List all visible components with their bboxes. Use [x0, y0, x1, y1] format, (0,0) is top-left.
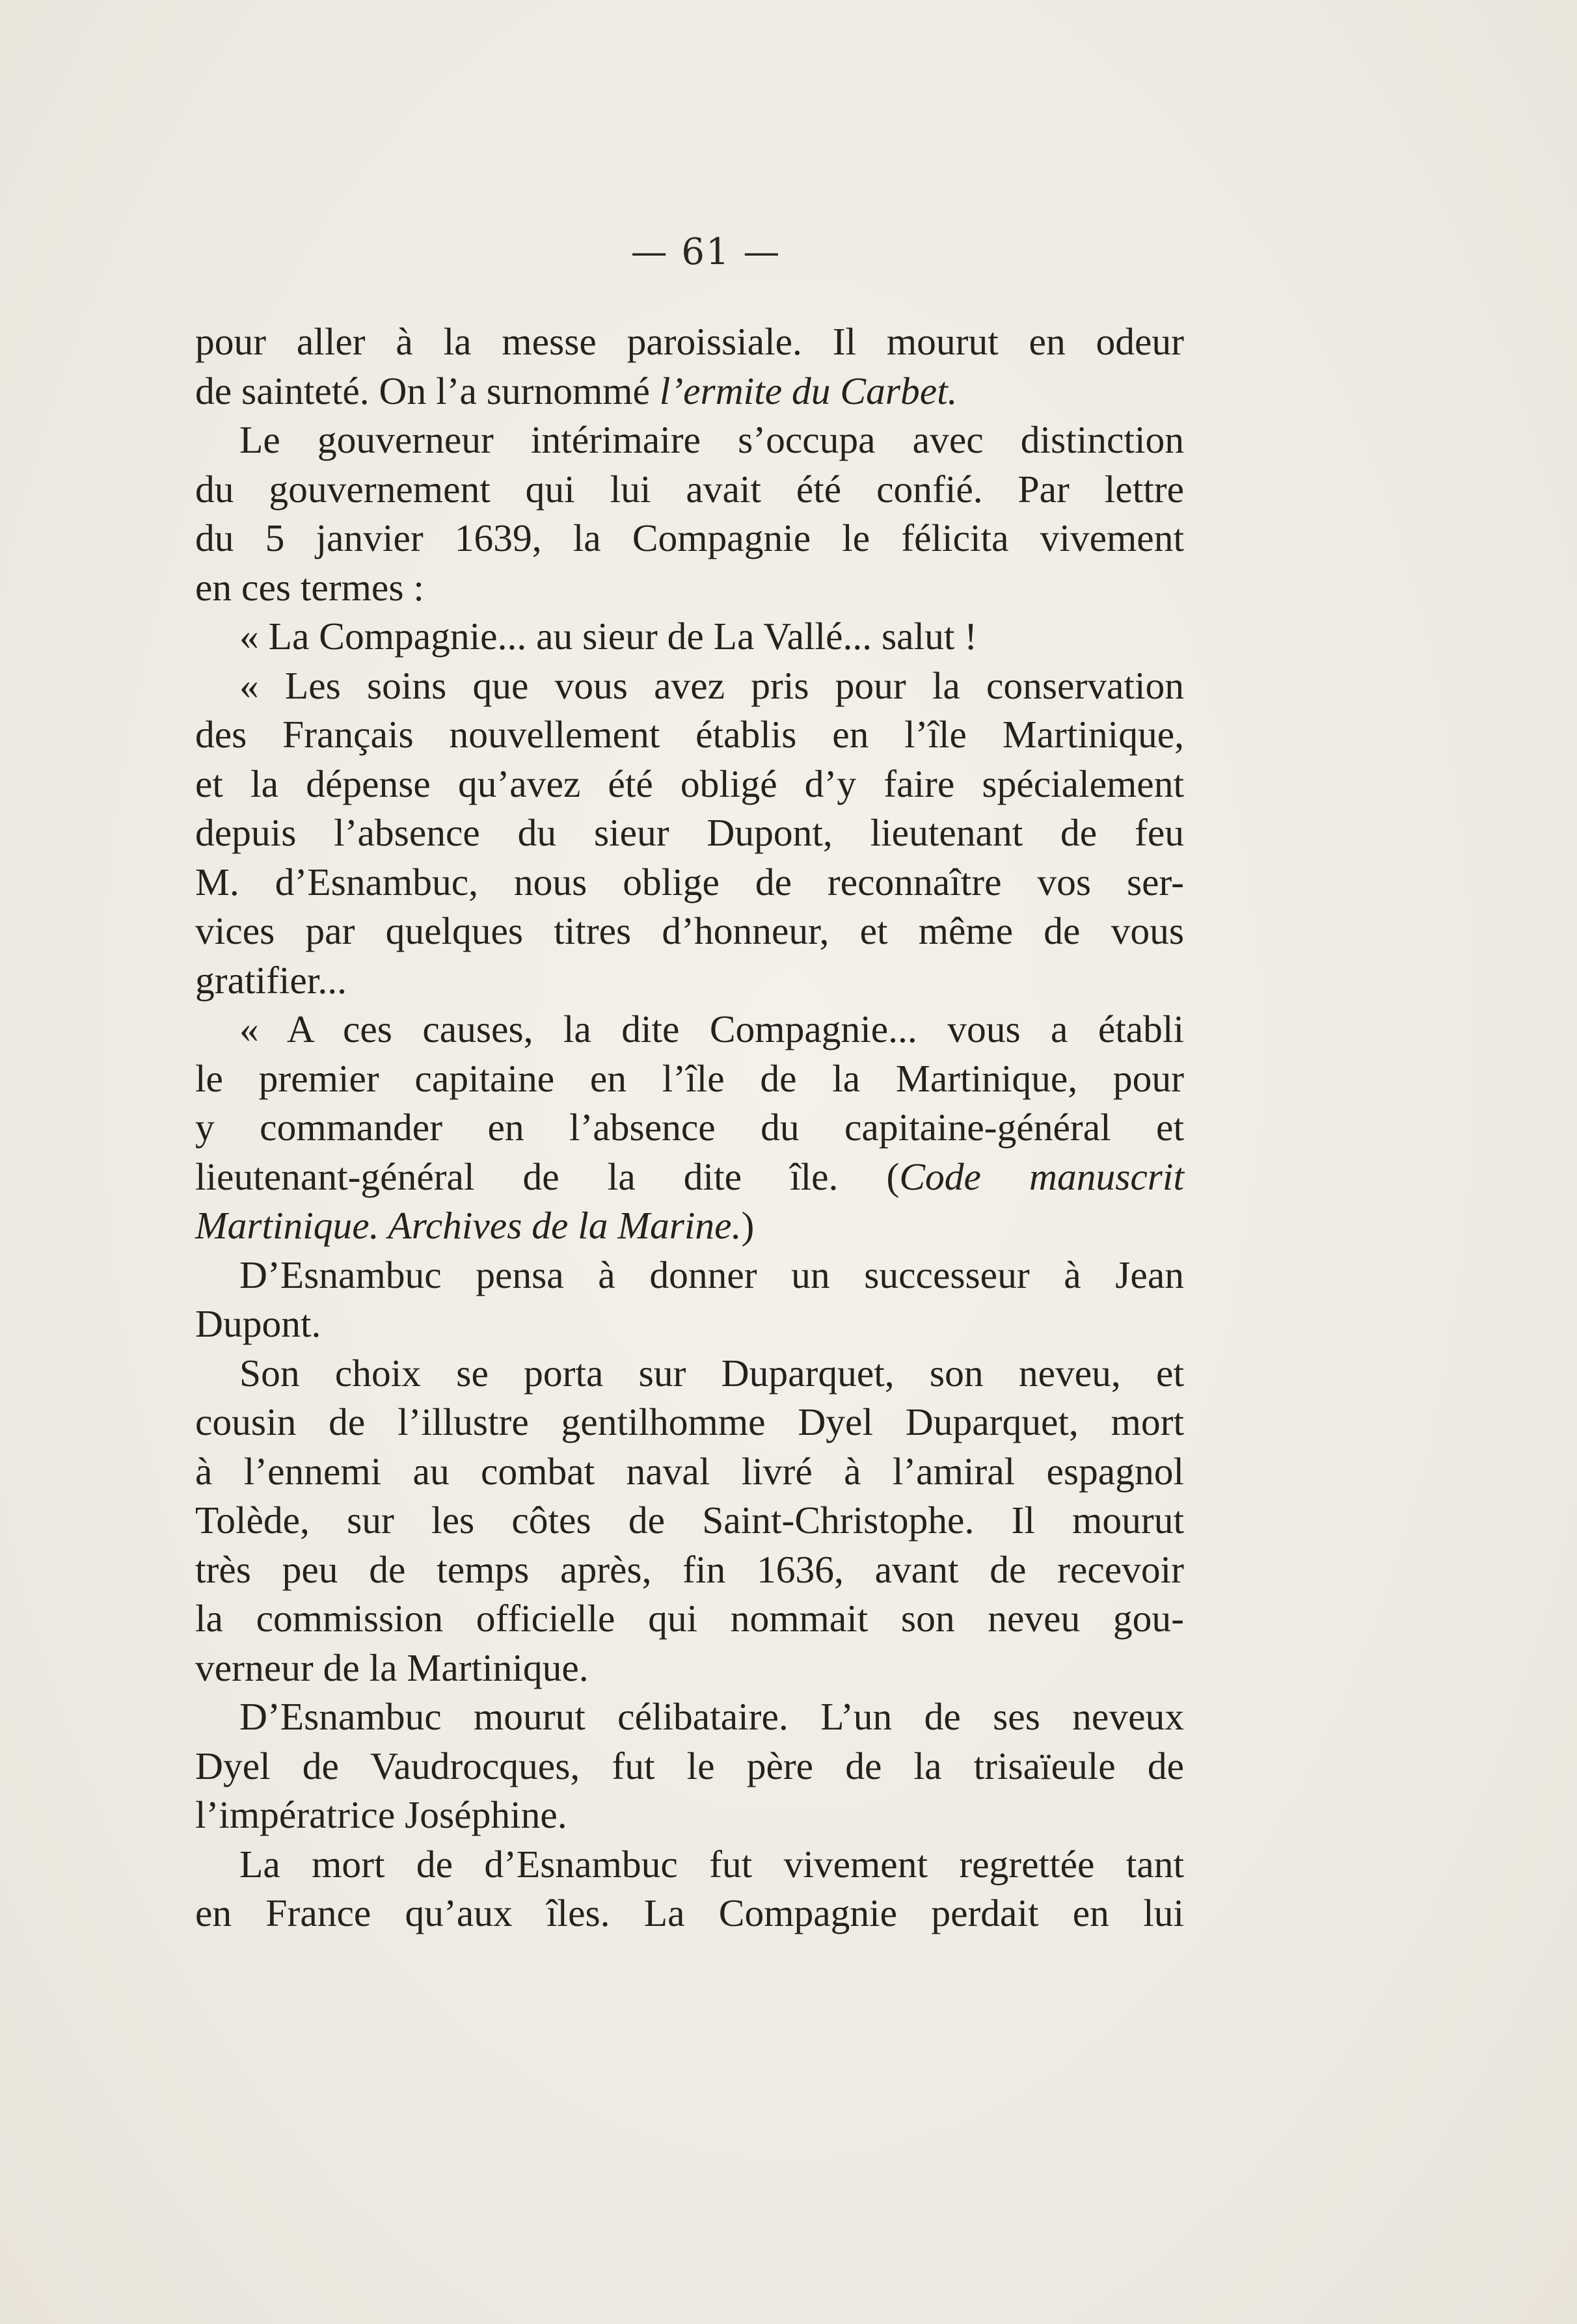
text-line [195, 858, 1184, 907]
text-line-content: M. d’Esnambuc, nous oblige de reconnaître vos ser- [195, 860, 1184, 903]
text-line-content: et la dépense qu’avez été obligé d’y faire spécialement [195, 762, 1184, 805]
text-line [195, 317, 1184, 367]
text-line-content: à l’ennemi au combat naval livré à l’amiral espagnol [195, 1449, 1184, 1493]
text-line-content: cousin de l’illustre gentilhomme Dyel Duparquet, mort [195, 1400, 1184, 1443]
text-line [195, 760, 1184, 809]
text-line-content: La mort de d’Esnambuc fut vivement regrettée tant [239, 1842, 1184, 1886]
text-line [195, 1692, 1184, 1742]
text-line [195, 1791, 1184, 1840]
text-line-suffix: ) [741, 1204, 755, 1247]
text-line [195, 514, 1184, 563]
text-line-content: D’Esnambuc mourut célibataire. L’un de ses neveux [239, 1695, 1184, 1738]
text-line [195, 1201, 1184, 1251]
text-line-content: y commander en l’absence du capitaine-général et [195, 1106, 1184, 1149]
text-line-content: D’Esnambuc pensa à donner un successeur à Jean [239, 1253, 1184, 1296]
text-line [195, 416, 1184, 465]
text-line-content: depuis l’absence du sieur Dupont, lieutenant de feu [195, 811, 1184, 854]
text-line-content: pour aller à la messe paroissiale. Il mourut en odeur [195, 320, 1184, 363]
text-line-content: « A ces causes, la dite Compagnie... vous a établi [239, 1008, 1184, 1050]
text-line [195, 612, 1184, 661]
page-number: — 61 — [630, 231, 781, 273]
text-line-content: des Français nouvellement établis en l’île Martinique, [195, 713, 1184, 756]
text-line-content: en ces termes : [195, 565, 424, 609]
text-line-content: de sainteté. On l’a surnommé [195, 369, 660, 412]
text-line-content: gratifier... [195, 958, 347, 1002]
text-line [195, 1840, 1184, 1890]
text-line [195, 1398, 1184, 1447]
text-line-content: la commission officielle qui nommait son neveu gou- [195, 1597, 1184, 1640]
italic-text: Martinique. Archives de la Marine. [195, 1204, 742, 1247]
text-line-content: verneur de la Martinique. [195, 1646, 589, 1689]
text-line [195, 1447, 1184, 1497]
text-line [195, 1153, 1184, 1202]
text-line-content: très peu de temps après, fin 1636, avant de recevoir [195, 1547, 1184, 1591]
text-line-content: Son choix se porta sur Duparquet, son neveu, et [239, 1351, 1184, 1395]
text-line [195, 1594, 1184, 1644]
text-line [195, 1545, 1184, 1595]
text-line [195, 367, 1184, 416]
text-line [195, 465, 1184, 514]
text-line-content: « Les soins que vous avez pris pour la conservation [239, 663, 1184, 707]
text-line [195, 1005, 1184, 1054]
text-line-content: en France qu’aux îles. La Compagnie perdait en lui [195, 1891, 1184, 1934]
body-text [195, 317, 1184, 1938]
text-line-content: le premier capitaine en l’île de la Martinique, pour [195, 1056, 1184, 1100]
text-line-content: Dupont. [195, 1302, 321, 1345]
text-line [195, 1644, 1184, 1693]
text-line-content: du gouvernement qui lui avait été confié. Par lettre [195, 467, 1184, 511]
text-line [195, 661, 1184, 711]
italic-text: Code manuscrit [899, 1155, 1184, 1198]
text-line-content: l’impératrice Joséphine. [195, 1793, 567, 1836]
text-line [195, 1103, 1184, 1153]
text-line [195, 1889, 1184, 1938]
text-line [195, 563, 1184, 613]
text-line [195, 710, 1184, 760]
text-line-content: Dyel de Vaudrocques, fut le père de la trisaïeule de [195, 1744, 1184, 1787]
text-line [195, 1742, 1184, 1791]
text-line [195, 808, 1184, 858]
text-line-content: vices par quelques titres d’honneur, et même de vous [195, 909, 1184, 952]
italic-text: l’ermite du Carbet. [659, 369, 958, 412]
text-line [195, 1349, 1184, 1398]
text-line [195, 1300, 1184, 1349]
text-line-content: lieutenant-général de la dite île. ( [195, 1155, 900, 1198]
text-line [195, 1251, 1184, 1300]
text-line-content: Tolède, sur les côtes de Saint-Christophe. Il mourut [195, 1499, 1184, 1542]
text-line [195, 1496, 1184, 1545]
text-line-content: Le gouverneur intérimaire s’occupa avec distinction [239, 418, 1184, 461]
text-line-content: « La Compagnie... au sieur de La Vallé... salut ! [239, 615, 978, 658]
text-line [195, 1054, 1184, 1104]
text-line [195, 956, 1184, 1006]
text-line-content: du 5 janvier 1639, la Compagnie le félicita vivement [195, 516, 1184, 559]
text-line [195, 907, 1184, 956]
